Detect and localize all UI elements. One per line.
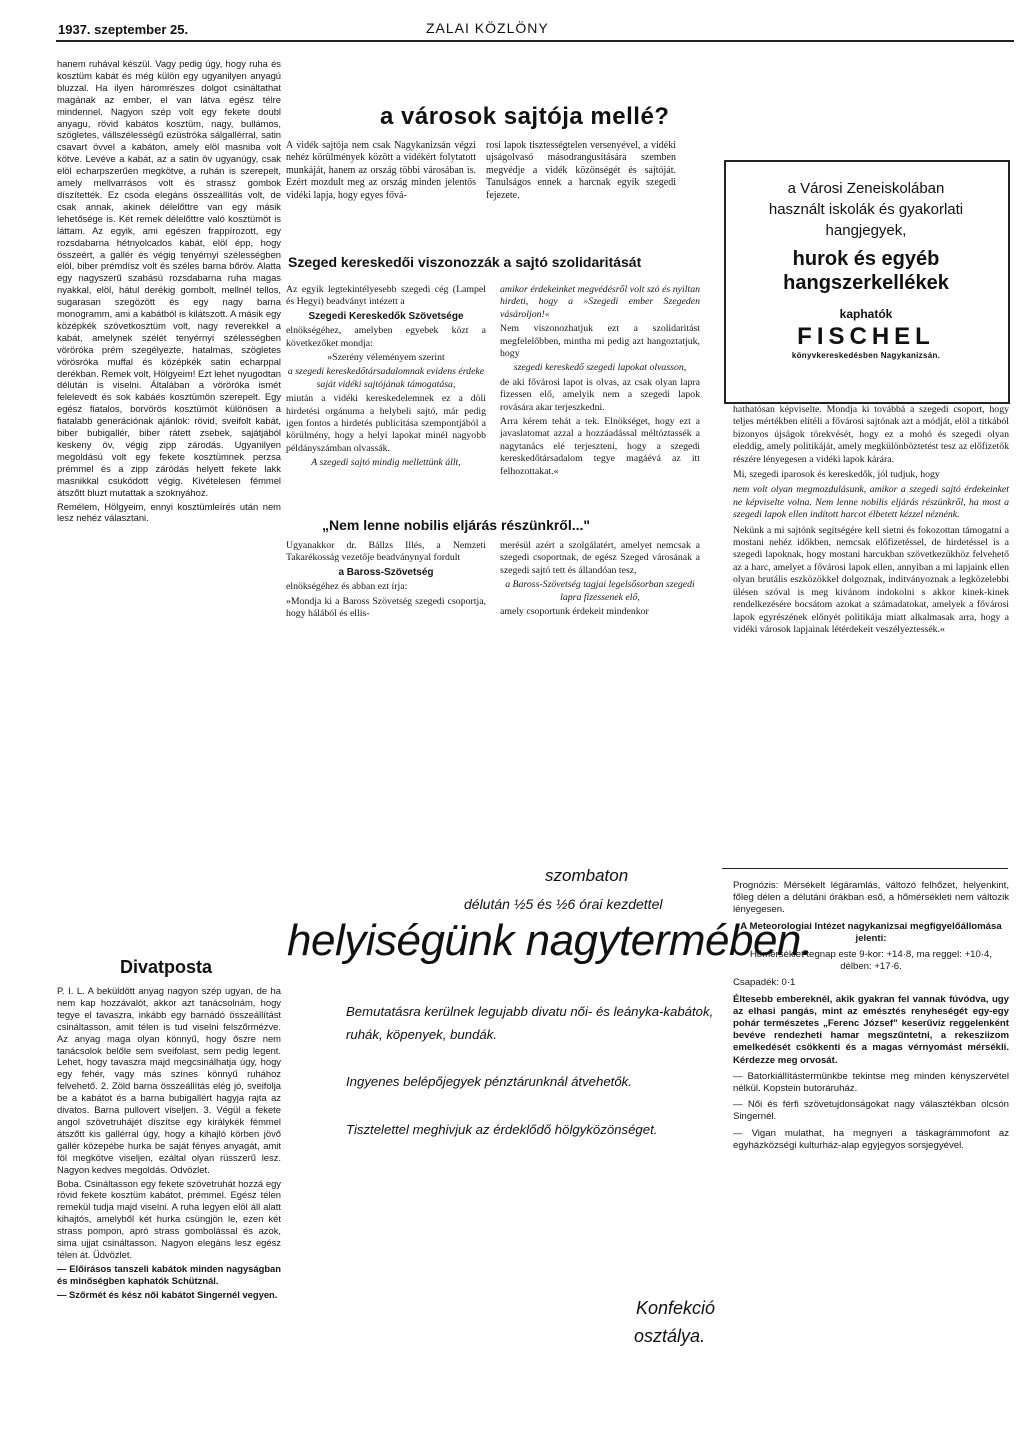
promo-tickets: Ingyenes belépőjegyek pénztárunknál átvehetők. — [346, 1074, 632, 1089]
article-lead-left: A vidék sajtója nem csak Nagykanizsán végzi nehéz körülmények között a vidékért folytatott munkáját, hanem az ország többi városában is. Ezért mozdult meg az ország minden jelentős vidéki lapja, hogy egyes fővá- — [286, 140, 476, 201]
italic-text: a szegedi kereskedőtársadalomnak evidens érdeke saját vidéki sajtójának támogatása, — [287, 366, 485, 390]
nobilis-column-right — [500, 540, 700, 620]
promo-items: Bemutatásra kerülnek legujabb divatu női- és leányka-kabátok, ruhák, köpenyek, bundák. — [346, 1004, 714, 1042]
article-lead-right: rosi lapok tisztességtelen versenyével, a vidéki ujságolvasó másodrangusítására szemben megvédje a vidék közönségét és sajtóját. Tanulságos ennek a harcnak egyik szegedi fejezete. — [486, 140, 676, 201]
text: de aki fővárosi lapot is olvas, az csak olyan lapra fizessen elő, amelyik nem a szegedi lapok rovására akar terjeszkedni. — [500, 376, 700, 413]
promo-venue: helyiségünk nagytermében. — [287, 916, 813, 965]
ad-note: — Szőrmét és kész női kabátot Singernél vegyen. — [57, 1288, 278, 1300]
text: Arra kérem tehát a tek. Elnökséget, hogy ezt a javaslatomat azzal a hozzáadással méltóztassék a nagytanács elé terjeszteni, hogy a szegedi kereskedőtársadalom tegye magáévá az itt felhozottakat.« — [500, 416, 700, 477]
divatposta-column — [57, 985, 281, 1303]
post-paragraph: P. I. L. A beküldött anyag nagyon szép ugyan, de ha nem kap hozzávalót, akkor azt tanácsolnám, hogy tegye el tavaszra, inkább egy barnádó összeállítást csináltasson, amit télen is tud viselni felszőrmézve. Az anyag maga olyan könnyű, hogy őszre nem tanácsolok belőle sem sveifolast, sem pedig legent. Lehet, hogy tavaszra majd megcsinálhatja úgy, hogy egy fehér, vagy más színes könnyű ruhához felvehető. 2. Zöld barna összeállítás elég jó, sveifolja be a kabátot és a barna bubigallért hagyja rajta az divatos. Barna pullovert viseljen. 3. Végül a fekete angol szövetruhájét díszítse egy királykék fémmel átszőtt kis gallérral úgy, hogy a kihajló körben jövő gallér közepébe hurka be saját fényes anyagát, amit föl megkötve viseljen, ezáltal olyan rüsszerű lesz. Nagyon kedves megoldás. Odvözlet. — [57, 985, 281, 1175]
italic-text: nem volt olyan megmozdulásunk, amikor a szegedi sajtó érdekeinket ne képviselte volna. Nem lenne nobilis eljárás részünkről, ha most a szegedi lapok ellen indított harcot élbetett kézzel néznénk. — [733, 484, 1009, 521]
nobilis-column-left — [286, 540, 486, 622]
temperature: Hőmérséklet tegnap este 9-kor: +14·8, ma reggel: +10·4, délben: +17·6. — [749, 949, 993, 973]
ad-note: kaphatók — [839, 307, 893, 321]
italic-text: amikor érdekeinket megvédésről volt szó és nyiltan hirdeti, hogy a »Szegedi ember Szegeden vásároljon!« — [500, 284, 700, 320]
text: »Mondja ki a Baross Szövetség szegedi csoportja, hogy hálából és ellis- — [286, 595, 486, 620]
italic-text: a Baross-Szövetség tagjai legelsősorban szegedi lapra fizessenek elő, — [505, 579, 695, 603]
text: Mi, szegedi iparosok és kereskedők, jól tudjuk, hogy — [733, 469, 940, 481]
text: hathatósan képviselte. Mondja ki továbbá a szegedi csoport, hogy teljes mértékben elítéli a fővárosi sajtónak azt a módját, elöl a titkából bizonyos újságok törekvését, hogy ez a mohó és szegedi olyan eleddig, amely politikáját, amely megkülönböztetést tesz az előfizetők részére lényegesen a vidéki lapok kárára. — [733, 404, 1009, 465]
ad-line: használt iskolák és gyakorlati hangjegyek, — [768, 201, 964, 239]
italic-text: A szegedi sajtó mindig mellettünk állt, — [311, 457, 461, 469]
fashion-paragraph: Remélem, Hölgyeim, ennyi kosztümleírés után nem lesz nehéz választani. — [57, 500, 281, 524]
section-title: Divatposta — [120, 957, 213, 977]
text: Nem viszonozhatjuk ezt a szolidaritást megfelelőbben, mintha mi pedig azt hangoztatjuk, hogy — [500, 323, 700, 360]
text: amely csoportunk érdekeit mindenkor — [500, 606, 649, 618]
advertisement-content — [734, 178, 998, 360]
text: elnökségéhez és abban ezt írja: — [286, 581, 408, 593]
newspaper-title: ZALAI KÖZLÖNY — [426, 20, 549, 36]
org-name: a Baross-Szövetség — [338, 566, 434, 578]
promo-signature: Konfekció — [636, 1298, 716, 1318]
ad-headline: hurok és egyéb hangszerkellékek — [783, 248, 949, 294]
fashion-article — [57, 58, 281, 526]
precipitation: Csapadék: 0·1 — [733, 977, 796, 989]
text: merésül azért a szolgálatért, amelyet nemcsak a szegedi csoportnak, de egész Szeged városának a szegedi sajtó tett és állandóan tesz, — [500, 540, 700, 576]
sub-column-right — [500, 284, 700, 480]
small-ad: — Batorkiállítástermünkbe tekintse meg minden kényszervétel nélkül. Kopstein butoráruház. — [733, 1070, 1009, 1095]
ad-line: a Városi Zeneiskolában — [787, 180, 945, 197]
org-name: Szegedi Kereskedők Szövetsége — [308, 310, 464, 322]
small-ad: — Vigan mulathat, ha megnyeri a táskagrámmofont az egyházközségi kulturház-alap egyjegyos sorsjegyével. — [733, 1127, 1009, 1151]
ad-footer: könyvkereskedésben Nagykanizsán. — [791, 351, 941, 360]
text: Ugyanakkor dr. Bállzs Illés, a Nemzeti Takarékosság vezetője beadványnyal fordult — [286, 540, 486, 564]
text: »Szerény véleményem szerint — [327, 352, 445, 364]
small-ad: Éltesebb embereknél, akik gyakran fel vannak fúvódva, ugy az elhasi pangás, mint az emésztés renyheségét egy-egy pohár természetes „Ferenc József" keserűviz reggelenként bevéve rendezheti hamar megszűntetni, a rekesziizom emelkedését csökkenti és a magas vérnyomást mérsékli. Kérdezze meg orvosát. — [733, 993, 1009, 1066]
column-divider — [722, 868, 1008, 869]
italic-text: szegedi kereskedő szegedi lapokat olvasson, — [513, 362, 687, 374]
weather-forecast: Prognózis: Mérsékelt légáramlás, változó felhőzet, helyenkint, főleg délen a délutáni órákban eső, a hőmérsékleti nem változik lényegesen. — [733, 880, 1009, 916]
ad-note: — Előírásos tanszeli kabátok minden nagyságban és minőségben kaphatók Schütznál. — [57, 1262, 281, 1286]
promo-day: szombaton — [545, 866, 629, 885]
issue-date: 1937. szeptember 25. — [58, 22, 189, 37]
post-paragraph: Boba. Csináltasson egy fekete szövetruhát hozzá egy rövid fekete kosztüm kabátot, prémmel. Egész télen remekül tudja majd viselni. A ruha legyen elöl áll alatt kihajtós, amelyből két hurka csüngjön le, ezen két strass pompon, apró strass gombolással és azok, sima ujjat csináltasson. Nagyon elegáns lesz egész télen át. Üdvözlet. — [57, 1177, 281, 1260]
small-ad: — Női és férfi szövetujdonságokat nagy választékban olcsón Singernél. — [733, 1099, 1009, 1123]
text: Nekünk a mi sajtónk segítségére kell sietni és fokozottan támogatni a mostani nehéz időkben, nemcsak előfizetéssel, de hirdetéssel is a szegedi lapoknak, hogy mostani harcukban szövetkezükhöz felvehető az a harc, amelyet a fővárosi lapok ellen, annyiban a mi lapjaink ellen olyan brutális eszközökkel dolgoznak, inditványoznak a legközelebbi ülésen szóval is meg kivánom indokolni s akkor kinek-kinek rendelkezésére bocsátom azokat a számadatokat, amelyek a fővárosi lapok egyrészének előnyét politikája miatt alkalmasak arra, hogy a vidéki városok lapjainak létérdekeit veszélyeztessék.« — [733, 524, 1009, 635]
weather-station: A Meteorologiai Intézet nagykanizsai megfigyelőállomása jelenti: — [740, 920, 1002, 944]
article-continuation — [733, 404, 1009, 639]
text: elnökségéhez, amelyben egyebek közt a következőket mondja: — [286, 325, 486, 349]
header-rule — [56, 40, 1014, 42]
text: Az egyik legtekintélyesebb szegedi cég (Lampel és Hegyi) beadványt intézett a — [286, 284, 486, 308]
text: miután a vidéki kereskedelemnek ez a döli hirdetési orgánuma a helybeli sajtó, már pedig igen fontos a hirdetés publicitása szempontjából a körülmény, hogy a helyi lapokat minél nagyobb példányszámban olvassák. — [286, 393, 486, 454]
promo-invitation: Tisztelettel meghivjuk az érdeklődő hölgyközönséget. — [346, 1122, 658, 1137]
article-headline: a városok sajtója mellé? — [380, 103, 670, 130]
fischel-logo: FISCHEL — [797, 323, 935, 350]
promo-time: délután ½5 és ½6 órai kezdettel — [464, 896, 663, 912]
promo-signature: osztálya. — [634, 1326, 706, 1346]
subheadline: Szeged kereskedői viszonozzák a sajtó szolidaritását — [288, 254, 642, 270]
sub-column-left — [286, 284, 486, 472]
subheadline-nobilis: „Nem lenne nobilis eljárás részünkről..." — [322, 517, 591, 533]
fashion-paragraph: hanem ruhával készül. Vagy pedig úgy, hogy ruha és kosztüm kabát és még külön egy ugyanilyen anyagú bluzzal. Ha ilyen háromrészes dolgot csináltathat magának az ember, el van látva egész télre mindennel. Nagyon szép volt egy fekete doubl anyagu, rövid kabátos kosztüm, nagy, bullámos, szögletes, vállszélességű ezüstróka sálgallérral, satin csavart övvel a kabáton, amely elöl masniba volt kötve. Levéve a kabát, az a satin öv ugyanúgy, csak elöl echarpszerűen megkötve, a ruhán is szerepelt, amely mellvarrásos volt és strassz gombok díszítették. Ez csoda elegáns összeállítás volt, de csak annak, akinek délelőttre van egy másik lehetősége is. Két remek délelőttre való kosztümöt is láttam. Az egyik, ami egészen frappírozott, egy rozsdabarna hétnyolcados kabát, elöl épp, hogy összeért, a gallér és végig tenyérnyi szélességben elöl, biber prémdísz volt és széles barna bőröv. Alatta egy nagyszerű szabású rozsdabarna ruha magas nyakkal, elöl, hátul derékig gombolt, mellnél tellos, sugarasan szegözött és egy nagy barna monogramm, ami a kabátból is kilátszott. A másik egy középkék szövetkosztüm volt, nagy reverekkel a kabát, amelynek szélét tenyérnyi szélességben vöröróka prém szegélyezte, hatalmas, szögletes vörösróka muffal és középkék satin echarppal derékban. Remek volt, Hölgyeim! Ezt lehet nyugodtan délután is viselni. Általában a vöröróka ismét felelevedt és sok kabáés kosztümön szerepelt. Egy egész fiatalos, borvörös kosztümöt különösen a fiatalabb generációnak ajánlok: rövid, sveifolt kabát, biber bubigallér, biber rátett zsebek, sajátjából keskeny öv, végig zipp zárodás. Ugyanilyen megoldású volt egy fekete kosztümnek perzsa prémmel és a zipp záródás helyett fekete lakk masnikkal csukódott végig. Kivételesen fémmel átszőtt bluzt mutattak a szoknyához. — [57, 58, 281, 498]
